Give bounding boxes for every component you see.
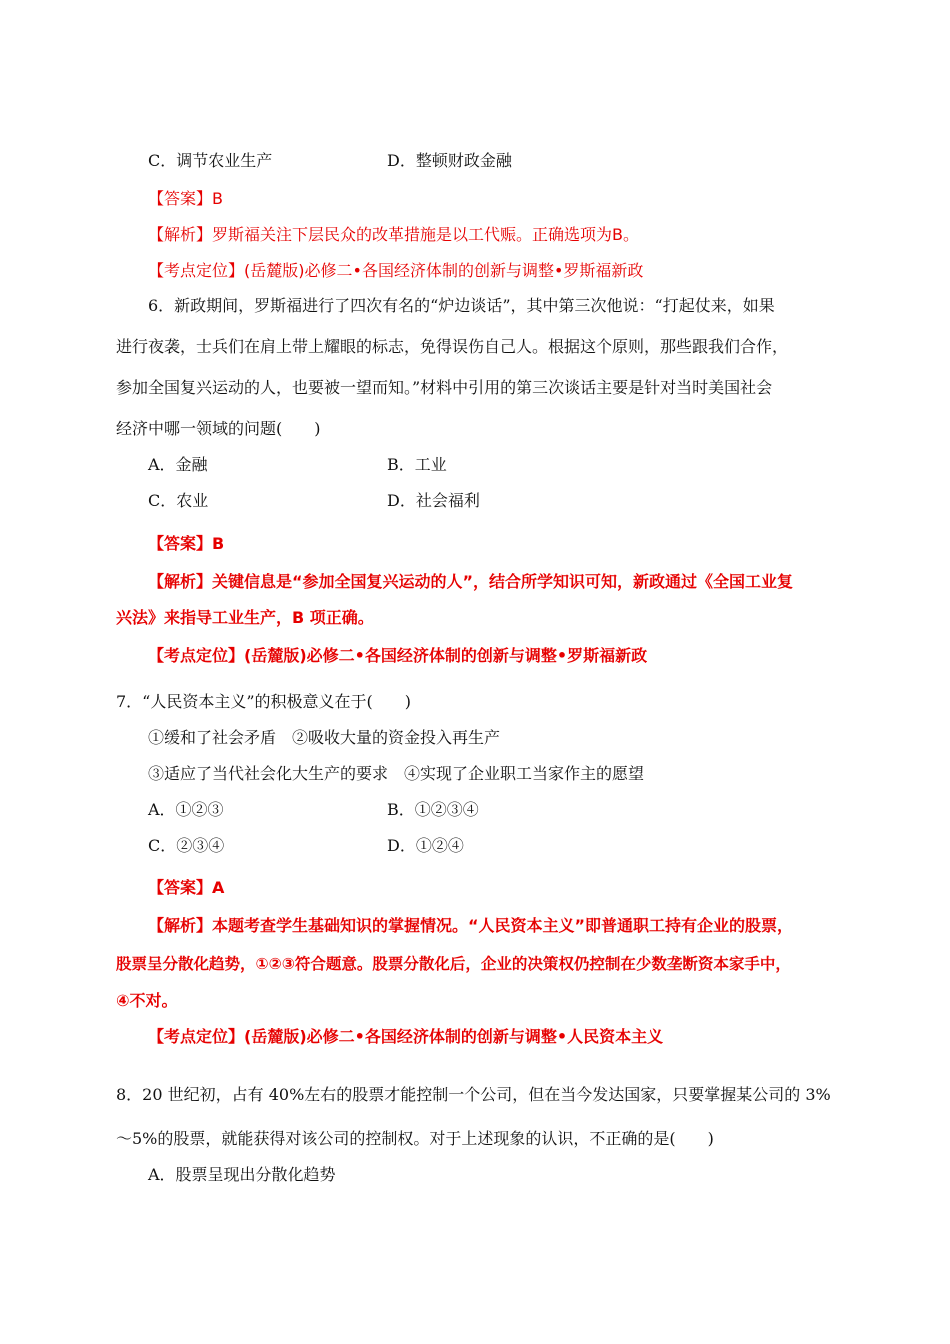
answer-label: 【答案】 [148,534,213,553]
analysis-text: 罗斯福关注下层民众的改革措施是以工代赈。正确选项为B。 [212,225,639,244]
q5-options-cd [148,151,512,171]
analysis-label: 【解析】 [148,572,213,591]
q6-stem-line: 经济中哪一领域的问题( ) [116,419,321,438]
q7-analysis-line [148,916,793,936]
q7-items-line: ③适应了当代社会化大生产的要求 ④实现了企业职工当家作主的愿望 [148,764,645,783]
q7-option-b: B．①②③④ [387,800,479,819]
q6-options-cd [148,491,480,511]
q8-option-a: A．股票呈现出分散化趋势 [148,1165,336,1184]
q7-items-line: ①缓和了社会矛盾 ②吸收大量的资金投入再生产 [148,728,501,747]
answer-value: A [212,878,225,897]
q6-stem-line: 参加全国复兴运动的人，也要被一望而知。”材料中引用的第三次谈话主要是针对当时美国社会 [116,378,773,397]
q6-option-c: C．农业 [148,491,209,510]
q6-answer [148,534,224,554]
answer-label: 【答案】 [148,878,213,897]
point-text: (岳麓版)必修二•各国经济体制的创新与调整•人民资本主义 [244,1027,664,1046]
q7-option-d: D．①②④ [387,836,464,855]
q7-analysis-line: ④不对。 [116,991,178,1010]
q6-stem-line: 进行夜袭，士兵们在肩上带上耀眼的标志，免得误伤自己人。根据这个原则，那些跟我们合作， [116,337,789,356]
point-text: (岳麓版)必修二•各国经济体制的创新与调整•罗斯福新政 [244,646,648,665]
q6-analysis-line: 兴法》来指导工业生产，B 项正确。 [116,608,374,627]
analysis-text: 本题考查学生基础知识的掌握情况。“人民资本主义”即普通职工持有企业的股票， [212,916,794,935]
q5-option-c: C．调节农业生产 [148,151,273,170]
q6-analysis-line [148,572,793,592]
q8-stem-line: ～5%的股票，就能获得对该公司的控制权。对于上述现象的认识，不正确的是( ) [116,1129,714,1148]
q5-knowledge-point [148,261,643,281]
answer-value: B [212,534,225,553]
q7-options-cd [148,836,464,856]
q7-analysis-line: 股票呈分散化趋势，①②③符合题意。股票分散化后，企业的决策权仍控制在少数垄断资本家手中， [116,955,791,973]
point-label: 【考点定位】 [148,1027,245,1046]
q6-option-a: A．金融 [148,455,208,474]
point-label: 【考点定位】 [148,261,245,280]
q7-answer [148,878,224,898]
answer-value: B [212,189,223,208]
answer-label: 【答案】 [148,189,213,208]
point-label: 【考点定位】 [148,646,245,665]
q6-stem-line: 6．新政期间，罗斯福进行了四次有名的“炉边谈话”，其中第三次他说：“打起仗来，如果 [148,296,775,315]
q8-stem-line: 8．20 世纪初，占有 40%左右的股票才能控制一个公司，但在当今发达国家，只要掌握某公司的 3% [116,1085,831,1104]
q7-option-c: C．②③④ [148,836,225,855]
q6-option-b: B．工业 [387,455,447,474]
analysis-text: 关键信息是“参加全国复兴运动的人”，结合所学知识可知，新政通过《全国工业复 [212,572,794,591]
analysis-label: 【解析】 [148,916,213,935]
q6-option-d: D．社会福利 [387,491,480,510]
q6-knowledge-point [148,646,647,666]
q5-answer [148,189,223,209]
point-text: (岳麓版)必修二•各国经济体制的创新与调整•罗斯福新政 [244,261,644,280]
q7-knowledge-point [148,1027,663,1047]
q7-option-a: A．①②③ [148,800,224,819]
q6-options-ab [148,455,447,475]
q5-analysis [148,225,639,245]
q7-options-ab [148,800,479,820]
q7-stem: 7．“人民资本主义”的积极意义在于( ) [116,692,412,711]
analysis-label: 【解析】 [148,225,213,244]
q5-option-d: D．整顿财政金融 [387,151,512,170]
